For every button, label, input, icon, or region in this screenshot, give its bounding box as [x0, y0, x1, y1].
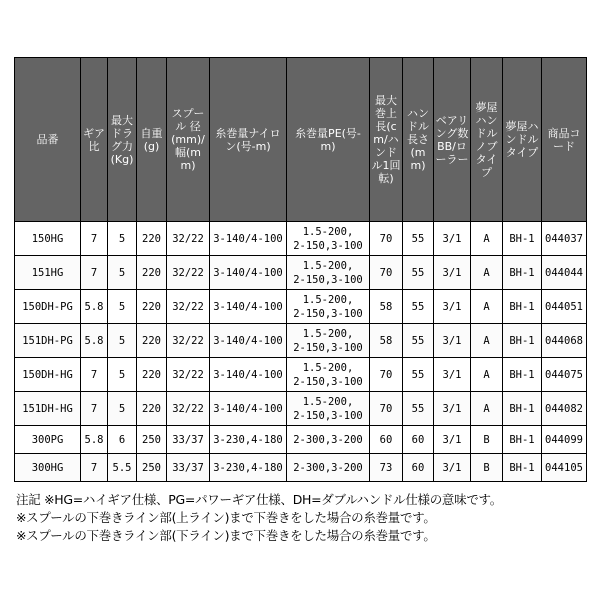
- cell-nylon: 3-140/4-100: [210, 290, 287, 324]
- cell-gear: 7: [81, 222, 108, 256]
- cell-model: 150DH-HG: [15, 358, 81, 392]
- cell-handle-type: BH-1: [503, 222, 542, 256]
- cell-pe: [287, 454, 370, 482]
- cell-knob: A: [471, 392, 503, 426]
- cell-pe: [287, 392, 370, 426]
- cell-nylon: 3-140/4-100: [210, 392, 287, 426]
- header-gear-ratio: ギア比: [81, 58, 108, 222]
- cell-pe: [287, 426, 370, 454]
- cell-bearing: 3/1: [434, 454, 471, 482]
- cell-gear: 7: [81, 358, 108, 392]
- header-max-drag: 最大ドラグ力(Kg): [108, 58, 137, 222]
- cell-code: 044105: [542, 454, 587, 482]
- cell-nylon: 3-140/4-100: [210, 358, 287, 392]
- cell-gear: 5.8: [81, 426, 108, 454]
- cell-model: 300HG: [15, 454, 81, 482]
- header-weight: 自重(g): [137, 58, 167, 222]
- spec-table: [14, 57, 587, 482]
- table-row: [15, 392, 587, 426]
- cell-code: 044037: [542, 222, 587, 256]
- cell-gear: 7: [81, 392, 108, 426]
- pe-line: 1.5-200,: [302, 259, 354, 272]
- cell-handle-type: BH-1: [503, 290, 542, 324]
- cell-retrieve: 60: [370, 426, 403, 454]
- cell-spool: 33/37: [167, 426, 210, 454]
- cell-weight: 220: [137, 324, 167, 358]
- cell-retrieve: 70: [370, 358, 403, 392]
- cell-spool: 33/37: [167, 454, 210, 482]
- header-nylon-capacity: 糸巻量ナイロン(号-m): [210, 58, 287, 222]
- cell-spool: 32/22: [167, 358, 210, 392]
- cell-drag: 5: [108, 392, 137, 426]
- pe-line: 2-150,3-100: [293, 375, 363, 388]
- cell-handle: 55: [403, 324, 434, 358]
- pe-line: 2-150,3-100: [293, 307, 363, 320]
- cell-bearing: 3/1: [434, 426, 471, 454]
- cell-knob: A: [471, 290, 503, 324]
- cell-nylon: 3-140/4-100: [210, 222, 287, 256]
- cell-bearing: 3/1: [434, 358, 471, 392]
- pe-line: 2-300,3-200: [293, 461, 363, 474]
- cell-nylon: 3-140/4-100: [210, 324, 287, 358]
- notes: [16, 491, 502, 545]
- cell-code: 044051: [542, 290, 587, 324]
- cell-model: 151DH-PG: [15, 324, 81, 358]
- cell-nylon: 3-140/4-100: [210, 256, 287, 290]
- cell-model: 150HG: [15, 222, 81, 256]
- cell-retrieve: 58: [370, 290, 403, 324]
- pe-line: 1.5-200,: [302, 327, 354, 340]
- cell-nylon: 3-230,4-180: [210, 454, 287, 482]
- cell-code: 044082: [542, 392, 587, 426]
- note-line: 注記 ※HG=ハイギア仕様、PG=パワーギア仕様、DH=ダブルハンドル仕様の意味です。: [16, 492, 502, 507]
- header-knob-type: 夢屋ハンドルノブタイプ: [471, 58, 503, 222]
- cell-retrieve: 70: [370, 256, 403, 290]
- cell-gear: 7: [81, 454, 108, 482]
- cell-pe: [287, 256, 370, 290]
- cell-retrieve: 70: [370, 222, 403, 256]
- cell-knob: B: [471, 454, 503, 482]
- cell-model: 151DH-HG: [15, 392, 81, 426]
- cell-weight: 220: [137, 222, 167, 256]
- cell-handle-type: BH-1: [503, 324, 542, 358]
- cell-retrieve: 73: [370, 454, 403, 482]
- cell-weight: 220: [137, 358, 167, 392]
- cell-handle: 55: [403, 256, 434, 290]
- header-product-code: 商品コード: [542, 58, 587, 222]
- cell-drag: 5.5: [108, 454, 137, 482]
- cell-bearing: 3/1: [434, 256, 471, 290]
- header-spool: スプール 径(mm)/幅(mm): [167, 58, 210, 222]
- cell-gear: 7: [81, 256, 108, 290]
- cell-knob: A: [471, 256, 503, 290]
- cell-drag: 5: [108, 324, 137, 358]
- pe-line: 1.5-200,: [302, 395, 354, 408]
- cell-pe: [287, 324, 370, 358]
- pe-line: 1.5-200,: [302, 361, 354, 374]
- pe-line: 2-150,3-100: [293, 409, 363, 422]
- table-row: [15, 426, 587, 454]
- table-row: [15, 454, 587, 482]
- cell-nylon: 3-230,4-180: [210, 426, 287, 454]
- cell-drag: 5: [108, 358, 137, 392]
- header-handle-type: 夢屋ハンドルタイプ: [503, 58, 542, 222]
- pe-line: 2-150,3-100: [293, 273, 363, 286]
- header-max-retrieve: 最大巻上長(cm/ハンドル1回転): [370, 58, 403, 222]
- cell-gear: 5.8: [81, 290, 108, 324]
- cell-drag: 6: [108, 426, 137, 454]
- cell-retrieve: 58: [370, 324, 403, 358]
- cell-handle: 55: [403, 392, 434, 426]
- note-line: ※スプールの下巻きライン部(下ライン)まで下巻きをした場合の糸巻量です。: [16, 528, 436, 543]
- cell-spool: 32/22: [167, 256, 210, 290]
- cell-knob: A: [471, 324, 503, 358]
- note-line: ※スプールの下巻きライン部(上ライン)まで下巻きをした場合の糸巻量です。: [16, 510, 436, 525]
- table-row: [15, 324, 587, 358]
- pe-line: 2-300,3-200: [293, 433, 363, 446]
- cell-handle: 55: [403, 358, 434, 392]
- cell-handle-type: BH-1: [503, 392, 542, 426]
- header-handle-length: ハンドル長さ(mm): [403, 58, 434, 222]
- cell-model: 150DH-PG: [15, 290, 81, 324]
- cell-spool: 32/22: [167, 324, 210, 358]
- cell-handle-type: BH-1: [503, 426, 542, 454]
- cell-bearing: 3/1: [434, 324, 471, 358]
- cell-code: 044099: [542, 426, 587, 454]
- cell-handle-type: BH-1: [503, 358, 542, 392]
- header-bearings: ベアリング数BB/ローラー: [434, 58, 471, 222]
- cell-knob: B: [471, 426, 503, 454]
- cell-pe: [287, 290, 370, 324]
- cell-bearing: 3/1: [434, 222, 471, 256]
- cell-spool: 32/22: [167, 392, 210, 426]
- cell-pe: [287, 358, 370, 392]
- pe-line: 2-150,3-100: [293, 239, 363, 252]
- table-row: [15, 290, 587, 324]
- header-pe-capacity: 糸巻量PE(号-m): [287, 58, 370, 222]
- cell-weight: 250: [137, 454, 167, 482]
- cell-spool: 32/22: [167, 222, 210, 256]
- pe-line: 1.5-200,: [302, 293, 354, 306]
- header-row: [15, 58, 587, 222]
- header-model: 品番: [15, 58, 81, 222]
- cell-handle: 55: [403, 290, 434, 324]
- cell-drag: 5: [108, 290, 137, 324]
- cell-drag: 5: [108, 222, 137, 256]
- cell-code: 044068: [542, 324, 587, 358]
- cell-weight: 250: [137, 426, 167, 454]
- pe-line: 2-150,3-100: [293, 341, 363, 354]
- table-row: [15, 256, 587, 290]
- cell-handle: 55: [403, 222, 434, 256]
- cell-gear: 5.8: [81, 324, 108, 358]
- cell-drag: 5: [108, 256, 137, 290]
- cell-handle-type: BH-1: [503, 454, 542, 482]
- cell-weight: 220: [137, 392, 167, 426]
- cell-bearing: 3/1: [434, 392, 471, 426]
- cell-knob: A: [471, 358, 503, 392]
- table-row: [15, 358, 587, 392]
- cell-handle-type: BH-1: [503, 256, 542, 290]
- cell-code: 044075: [542, 358, 587, 392]
- cell-model: 151HG: [15, 256, 81, 290]
- cell-pe: [287, 222, 370, 256]
- cell-weight: 220: [137, 290, 167, 324]
- cell-knob: A: [471, 222, 503, 256]
- cell-retrieve: 70: [370, 392, 403, 426]
- cell-handle: 60: [403, 454, 434, 482]
- pe-line: 1.5-200,: [302, 225, 354, 238]
- cell-spool: 32/22: [167, 290, 210, 324]
- cell-handle: 60: [403, 426, 434, 454]
- cell-weight: 220: [137, 256, 167, 290]
- cell-model: 300PG: [15, 426, 81, 454]
- table-row: [15, 222, 587, 256]
- cell-code: 044044: [542, 256, 587, 290]
- cell-bearing: 3/1: [434, 290, 471, 324]
